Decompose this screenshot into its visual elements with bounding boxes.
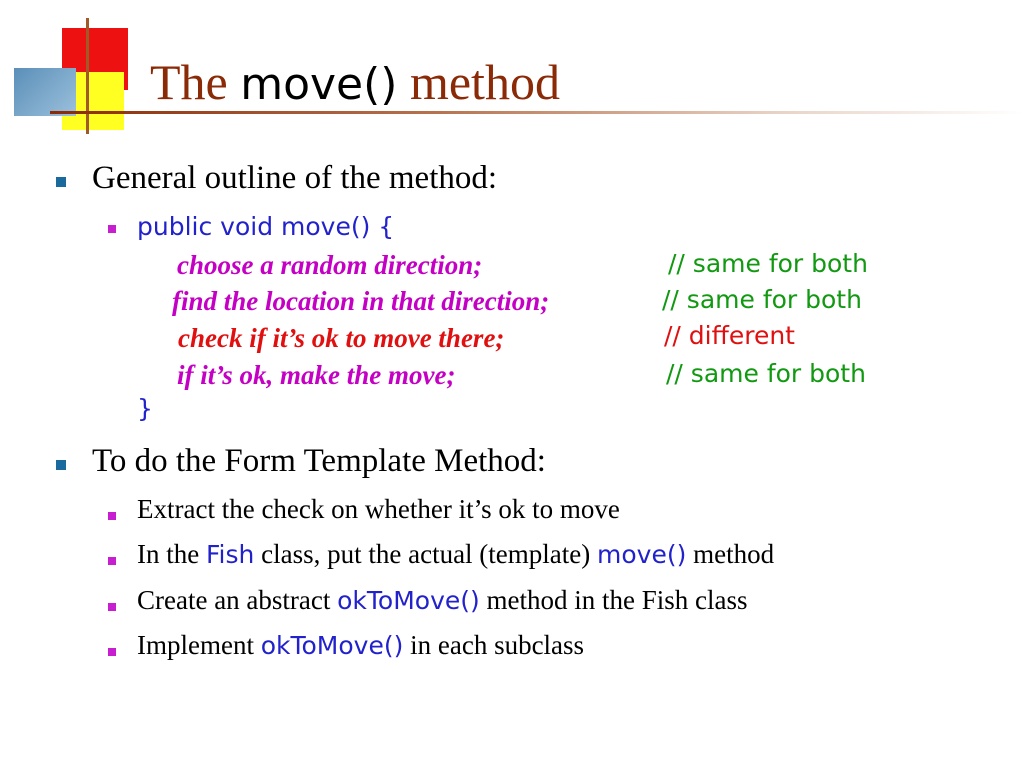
sub-bullet-abstract (137, 585, 748, 616)
code-move: move() (597, 540, 687, 569)
sub-bullet-marker (108, 512, 116, 520)
code-oktomove: okToMove() (337, 586, 480, 615)
code-closing-brace: } (137, 394, 153, 423)
code-signature: public void move() { (137, 212, 395, 241)
bullet-form-template: To do the Form Template Method: (92, 443, 546, 479)
text-class-put: class, put the actual (template) (261, 539, 591, 569)
sub-bullet-marker (108, 648, 116, 656)
sub-bullet-marker (108, 225, 116, 233)
text-create-abstract: Create an abstract (137, 585, 331, 615)
sub-bullet-implement (137, 630, 584, 661)
text-implement: Implement (137, 630, 254, 660)
sub-bullet-marker (108, 603, 116, 611)
bullet-marker (56, 177, 66, 187)
code-comment-4: // same for both (666, 359, 866, 388)
vertical-line (86, 18, 89, 134)
sub-bullet-extract: Extract the check on whether it’s ok to move (137, 494, 620, 524)
slide-title (150, 52, 560, 115)
text-each-subclass: in each subclass (410, 630, 585, 660)
title-code: move() (240, 59, 398, 110)
blue-square (14, 68, 76, 116)
sub-bullet-fish-class (137, 539, 774, 570)
text-method: method (693, 539, 775, 569)
code-fish: Fish (205, 540, 255, 569)
title-underline (50, 111, 1024, 114)
sub-bullet-marker (108, 557, 116, 565)
title-suffix: method (409, 54, 560, 110)
code-line-1: choose a random direction; (177, 250, 483, 280)
code-comment-3: // different (664, 321, 795, 350)
corner-decoration (0, 0, 140, 140)
bullet-general-outline: General outline of the method: (92, 160, 498, 196)
code-line-3: check if it’s ok to move there; (178, 323, 505, 353)
text-method-in-fish: method in the Fish class (486, 585, 748, 615)
code-line-2: find the location in that direction; (172, 286, 550, 316)
text-in-the: In the (137, 539, 200, 569)
title-prefix: The (150, 54, 228, 110)
code-line-4: if it’s ok, make the move; (177, 360, 456, 390)
code-oktomove-2: okToMove() (260, 631, 404, 660)
code-comment-2: // same for both (662, 285, 862, 314)
bullet-marker (56, 460, 66, 470)
code-comment-1: // same for both (668, 249, 868, 278)
